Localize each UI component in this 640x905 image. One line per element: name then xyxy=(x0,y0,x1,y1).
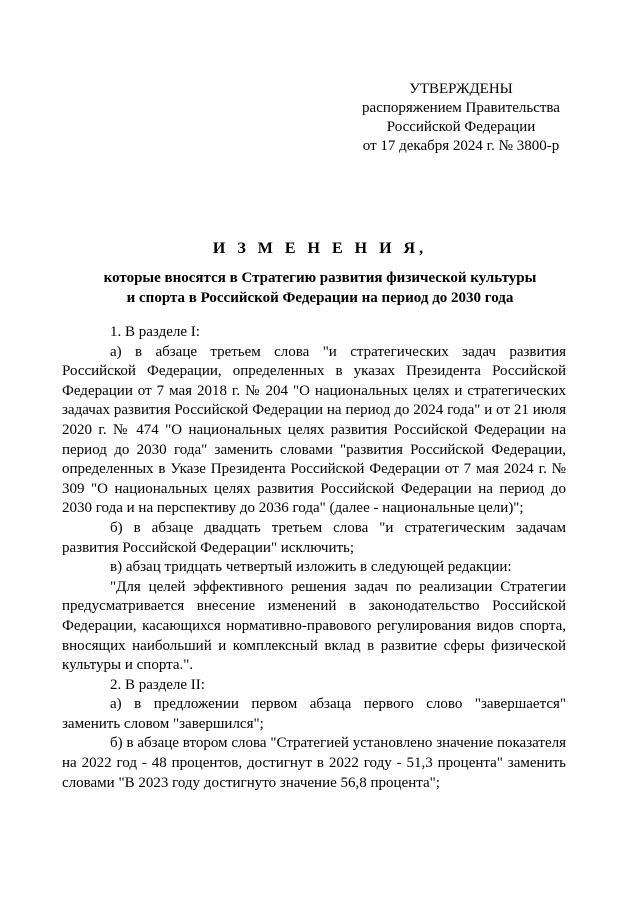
document-title: И З М Е Н Е Н И Я, xyxy=(212,240,428,257)
paragraph-2a: а) в предложении первом абзаца первого слово "завершается" заменить словом "завершился"; xyxy=(62,696,566,732)
paragraph-1b: б) в абзаце двадцать третьем слова "и стратегическим задачам развития Российской Федерации" исключить; xyxy=(62,519,566,556)
approval-block xyxy=(330,80,592,156)
subtitle-line-1: которые вносятся в Стратегию развития физической культуры xyxy=(103,270,537,286)
approval-date-number: от 17 декабря 2024 г. № 3800-р xyxy=(362,138,560,154)
paragraph-1a: а) в абзаце третьем слова "и стратегических задач развития Российской Федерации, определенных в указах Президента Российской Федерации от 7 мая 2018 г. № 204 "О национальных целях и стратегических задачах развития Российской Федерации на период до 2024 года" и от 21 июля 2020 г. № 474 "О национальных целях развития Российской Федерации на период до 2030 года" заменить словами "развития Российской Федерации, определенных в Указе Президента Российской Федерации от 7 мая 2024 г. № 309 "О национальных целях развития Российской Федерации на период до 2030 года и на перспективу до 2036 года" (далее - национальные цели)"; xyxy=(62,343,566,517)
document-subtitle xyxy=(0,268,640,308)
paragraph-section-2: 2. В разделе II: xyxy=(110,676,205,693)
document-body xyxy=(62,323,566,793)
paragraph-1c: в) абзац тридцать четвертый изложить в следующей редакции: xyxy=(110,559,512,576)
paragraph-quote: "Для целей эффективного решения задач по реализации Стратегии предусматривается внесение изменений в законодательство Российской Федерации, касающихся нормативно-правового регулирования видов спорта, вносящих наибольший и комплексный вклад в развитие сферы физической культуры и спорта.". xyxy=(62,578,566,674)
approval-authority: распоряжением Правительства xyxy=(362,100,560,116)
paragraph-section-1: 1. В разделе I: xyxy=(110,324,200,340)
approval-country: Российской Федерации xyxy=(386,119,536,135)
paragraph-2b: б) в абзаце втором слова "Стратегией установлено значение показателя на 2022 год - 48 процентов, достигнут в 2022 году - 51,3 процента" заменить словами "В 2023 году достигнуто значение 56,8 процента"; xyxy=(62,735,566,791)
subtitle-line-2: и спорта в Российской Федерации на период до 2030 года xyxy=(126,290,514,306)
approval-label: УТВЕРЖДЕНЫ xyxy=(409,81,513,97)
